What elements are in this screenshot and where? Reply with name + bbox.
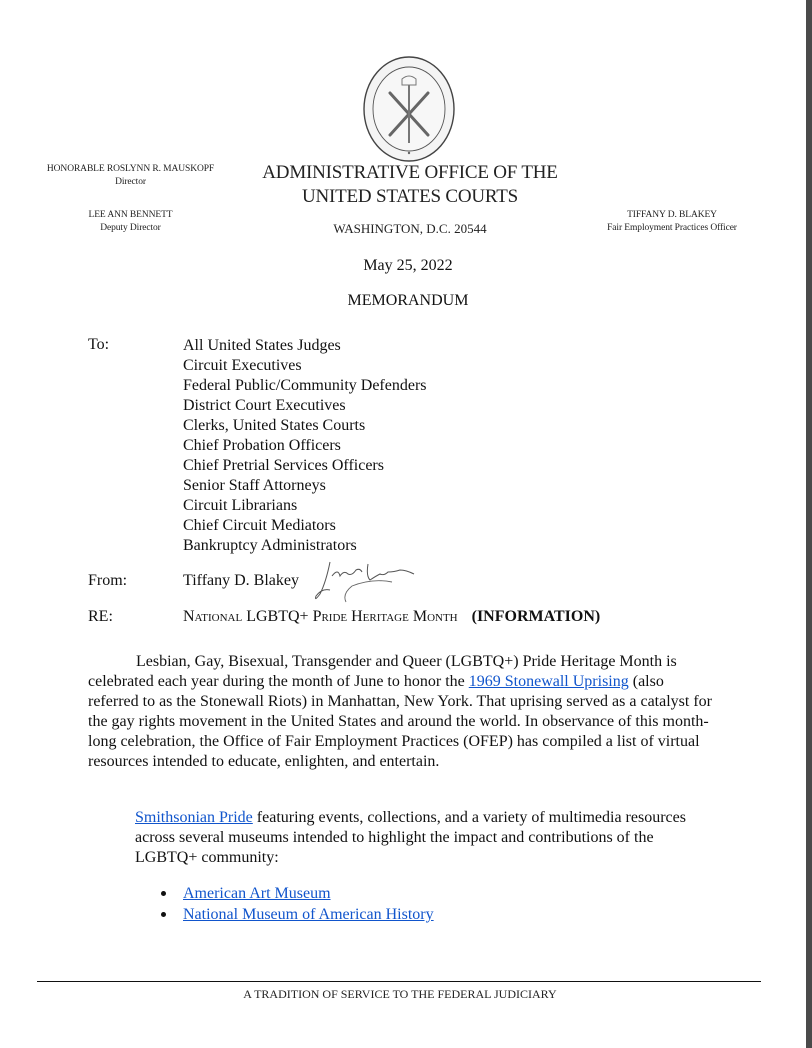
recipient: Clerks, United States Courts xyxy=(183,417,366,434)
bullet-icon xyxy=(161,891,166,896)
recipient: Chief Circuit Mediators xyxy=(183,517,336,534)
from-name: Tiffany D. Blakey xyxy=(183,572,299,589)
intro-text-start: Lesbian, Gay, Bisexual, Transgender and Queer (LGBTQ+) Pride Heritage Month is celebrated each year during the month of June to honor the xyxy=(88,653,677,690)
intro-text-end: (also referred to as the Stonewall Riots) in Manhattan, New York. That uprising served as a catalyst for the gay rights movement in the United States and around the world. In observance of this month-long celebration, the Office of Fair Employment Practices (OFEP) has compiled a list of virtual resources intended to educate, enlighten, and entertain. xyxy=(88,673,712,770)
office-address: WASHINGTON, D.C. 20544 xyxy=(333,221,487,236)
recipient: Chief Pretrial Services Officers xyxy=(183,457,384,474)
deputy-director-name: LEE ANN BENNETT xyxy=(88,210,173,220)
from-label: From: xyxy=(88,572,128,589)
national-museum-american-history-link[interactable]: National Museum of American History xyxy=(183,906,434,923)
director-block xyxy=(28,163,233,189)
re-tag: (INFORMATION) xyxy=(471,608,601,625)
to-label: To: xyxy=(88,336,110,353)
recipient: Bankruptcy Administrators xyxy=(183,537,357,554)
court-seal-icon xyxy=(362,55,456,163)
recipient: Circuit Librarians xyxy=(183,497,298,514)
recipient: All United States Judges xyxy=(183,337,341,354)
smithsonian-pride-link[interactable]: Smithsonian Pride xyxy=(135,809,253,826)
scrollbar[interactable] xyxy=(806,0,812,1048)
resource-paragraph xyxy=(135,808,695,868)
american-art-museum-link[interactable]: American Art Museum xyxy=(183,885,331,902)
resource-text: featuring events, collections, and a variety of multimedia resources across several museums intended to highlight the impact and contributions of the LGBTQ+ community: xyxy=(135,809,686,866)
recipient: Circuit Executives xyxy=(183,357,302,374)
bullet-icon xyxy=(161,912,166,917)
list-item xyxy=(183,883,583,904)
intro-paragraph xyxy=(88,652,718,772)
footer-tagline: A TRADITION OF SERVICE TO THE FEDERAL JUDICIARY xyxy=(243,987,557,1001)
memo-date: May 25, 2022 xyxy=(363,257,453,274)
memo-heading: MEMORANDUM xyxy=(347,292,469,309)
recipient: Chief Probation Officers xyxy=(183,437,341,454)
re-label: RE: xyxy=(88,608,113,625)
office-title xyxy=(240,161,580,209)
recipient: District Court Executives xyxy=(183,397,346,414)
signature-icon xyxy=(312,556,422,606)
list-item xyxy=(183,904,583,925)
director-name: HONORABLE ROSLYNN R. MAUSKOPF xyxy=(46,164,215,174)
footer-divider xyxy=(37,981,761,982)
recipient: Senior Staff Attorneys xyxy=(183,477,326,494)
fep-officer-name: TIFFANY D. BLAKEY xyxy=(627,210,717,220)
re-line xyxy=(183,608,600,626)
office-title-line2: UNITED STATES COURTS xyxy=(301,186,519,207)
stonewall-uprising-link[interactable]: 1969 Stonewall Uprising xyxy=(468,673,629,690)
fep-officer-title: Fair Employment Practices Officer xyxy=(607,223,737,233)
fep-officer-block xyxy=(574,209,770,235)
recipient: Federal Public/Community Defenders xyxy=(183,377,427,394)
re-subject: National LGBTQ+ Pride Heritage Month xyxy=(183,608,458,625)
recipient-list xyxy=(183,336,583,556)
deputy-director-block xyxy=(28,209,233,235)
deputy-director-title: Deputy Director xyxy=(100,223,161,233)
director-title: Director xyxy=(115,177,146,187)
office-title-line1: ADMINISTRATIVE OFFICE OF THE xyxy=(262,162,558,183)
museum-list xyxy=(183,883,583,925)
